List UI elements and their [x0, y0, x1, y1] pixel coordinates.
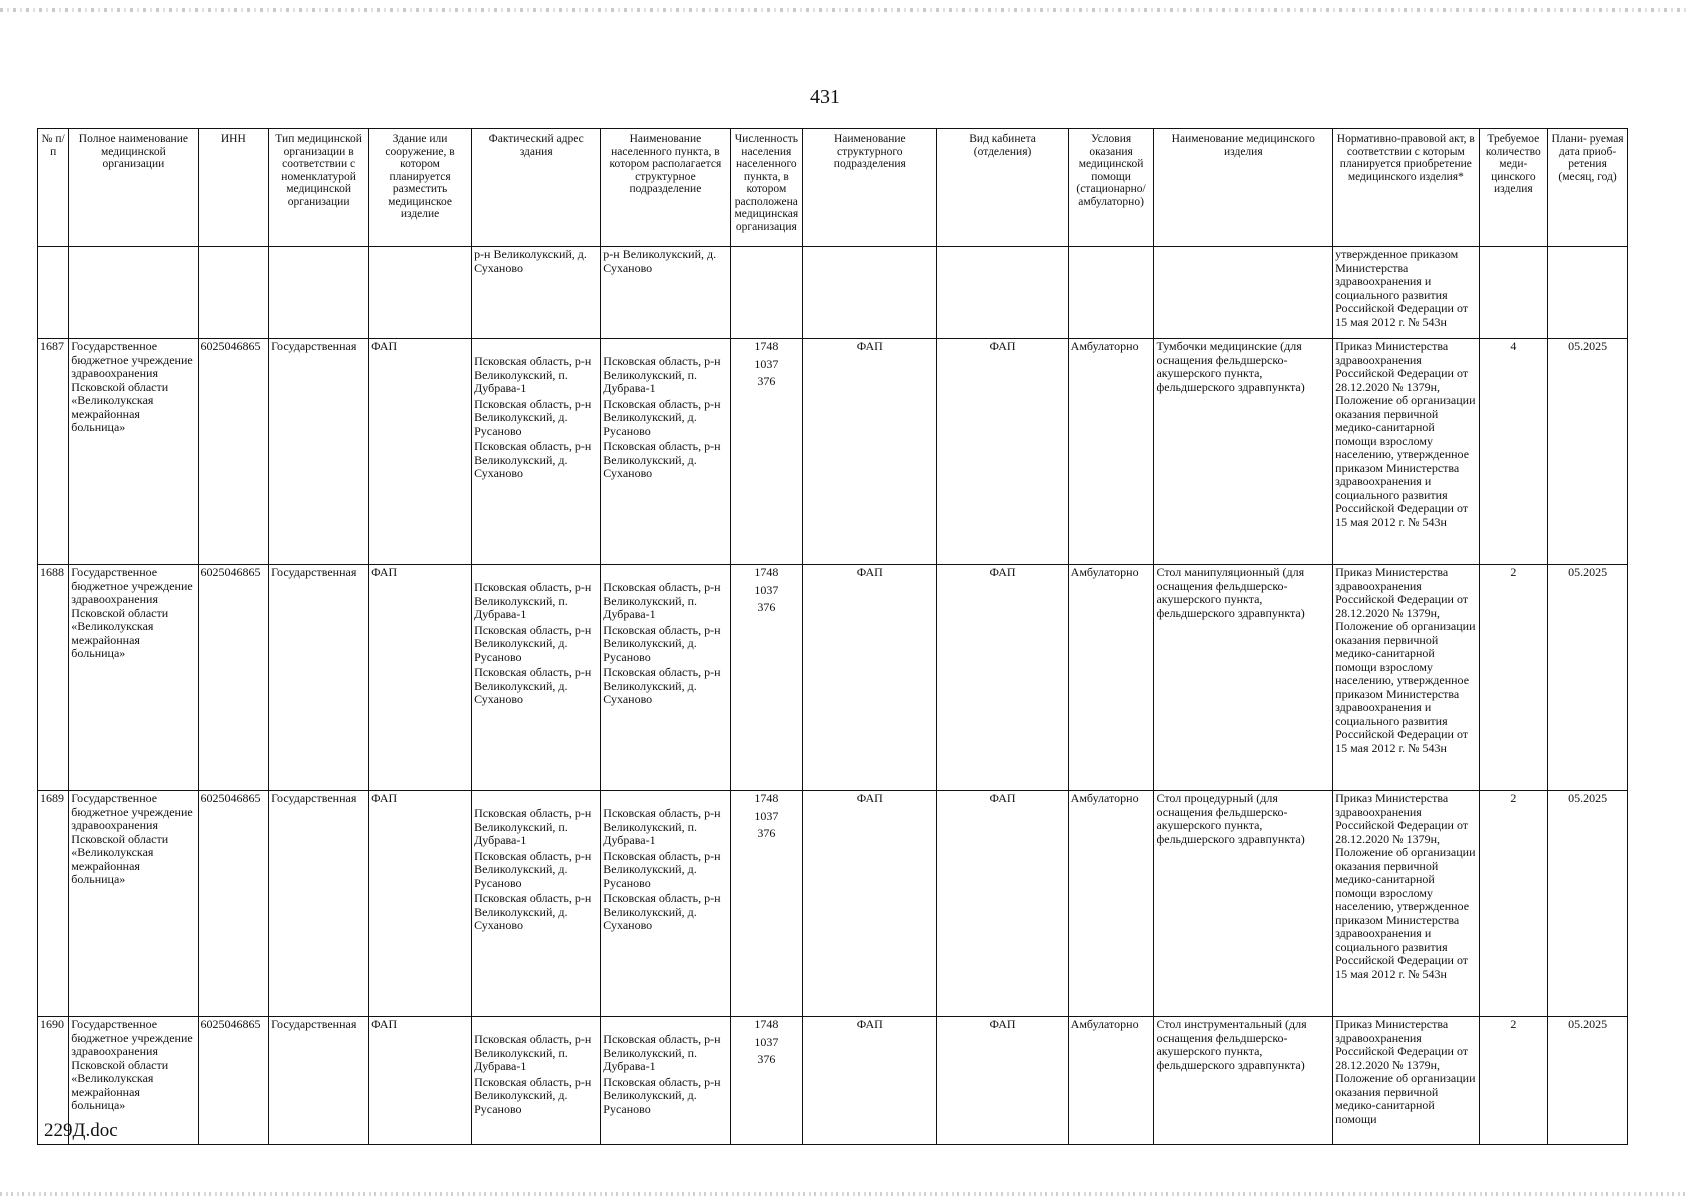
cell-type: Государственная — [269, 339, 369, 565]
cell-address: р-н Великолукский, д. Суханово — [472, 247, 601, 339]
cell-conditions: Амбулаторно — [1068, 791, 1154, 1017]
cell-settlement: Псковская область, р-н Великолукский, п. Дубрава-1 Псковская область, р-н Великолукский, д. Русаново Псковская область, р-н Великолукский, д. Суханово — [601, 339, 730, 565]
cell-act: Приказ Министерства здравоохранения Российской Федерации от 28.12.2020 № 1379н, Положение об организации оказания первичной медико-санитарной помощи взрослому населению, утвержденное приказом Министерства здравоохранения и социального развития Российской Федерации от 15 мая 2012 г. № 543н — [1333, 565, 1479, 791]
scan-edge-top — [0, 8, 1686, 12]
footer-filename: 229Д.doc — [44, 1120, 118, 1141]
cell-date: 05.2025 — [1548, 791, 1628, 1017]
cell-qty: 2 — [1479, 791, 1548, 1017]
header-date: Плани- руемая дата приоб- ретения (месяц, год) — [1548, 129, 1628, 247]
cell-address: Псковская область, р-н Великолукский, п. Дубрава-1 Псковская область, р-н Великолукский, д. Русаново Псковская область, р-н Великолукский, д. Суханово — [472, 791, 601, 1017]
table-row — [38, 339, 1628, 565]
header-building: Здание или сооружение, в котором планируется разместить медицинское изделие — [369, 129, 472, 247]
header-settlement: Наименование населенного пункта, в котором располагается структурное подразделение — [601, 129, 730, 247]
cell-qty: 2 — [1479, 565, 1548, 791]
table-row — [38, 791, 1628, 1017]
table-row-continuation — [38, 247, 1628, 339]
header-act: Нормативно-правовой акт, в соответствии с которым планируется приобретение медицинского изделия* — [1333, 129, 1479, 247]
cell-org: Государственное бюджетное учреждение здравоохранения Псковской области «Великолукская межрайонная больница» — [69, 339, 198, 565]
cell-act: Приказ Министерства здравоохранения Российской Федерации от 28.12.2020 № 1379н, Положение об организации оказания первичной медико-санитарной помощи взрослому населению, утвержденное приказом Министерства здравоохранения и социального развития Российской Федерации от 15 мая 2012 г. № 543н — [1333, 791, 1479, 1017]
cell-act: Приказ Министерства здравоохранения Российской Федерации от 28.12.2020 № 1379н, Положение об организации оказания первичной медико-санитарной помощи взрослому населению, утвержденное приказом Министерства здравоохранения и социального развития Российской Федерации от 15 мая 2012 г. № 543н — [1333, 339, 1479, 565]
header-conditions: Условия оказания медицинской помощи (стационарно/ амбулаторно) — [1068, 129, 1154, 247]
cell-cabinet: ФАП — [937, 1017, 1068, 1145]
cell-address: Псковская область, р-н Великолукский, п. Дубрава-1 Псковская область, р-н Великолукский, д. Русаново Псковская область, р-н Великолукский, д. Суханово — [472, 565, 601, 791]
cell-inn: 6025046865 — [198, 791, 269, 1017]
cell-org: Государственное бюджетное учреждение здравоохранения Псковской области «Великолукская межрайонная больница» — [69, 565, 198, 791]
cell-building: ФАП — [369, 339, 472, 565]
cell-inn: 6025046865 — [198, 1017, 269, 1145]
page-number: 431 — [810, 86, 840, 108]
cell-unit: ФАП — [803, 339, 937, 565]
cell-device: Тумбочки медицинские (для оснащения фельдшерско-акушерского пункта, фельдшерского здравпункта) — [1154, 339, 1333, 565]
header-population: Численность населения населенного пункта, в котором расположена медицинская организация — [730, 129, 803, 247]
cell-settlement: р-н Великолукский, д. Суханово — [601, 247, 730, 339]
cell-num: 1689 — [38, 791, 69, 1017]
table-row — [38, 1017, 1628, 1145]
cell-qty: 2 — [1479, 1017, 1548, 1145]
cell-date: 05.2025 — [1548, 339, 1628, 565]
table-header-row — [38, 129, 1628, 247]
cell-device: Стол процедурный (для оснащения фельдшерско-акушерского пункта, фельдшерского здравпункта) — [1154, 791, 1333, 1017]
header-address: Фактический адрес здания — [472, 129, 601, 247]
cell-org: Государственное бюджетное учреждение здравоохранения Псковской области «Великолукская межрайонная больница» — [69, 1017, 198, 1145]
cell-qty: 4 — [1479, 339, 1548, 565]
cell-act: утвержденное приказом Министерства здравоохранения и социального развития Российской Федерации от 15 мая 2012 г. № 543н — [1333, 247, 1479, 339]
cell-conditions: Амбулаторно — [1068, 339, 1154, 565]
header-device: Наименование медицинского изделия — [1154, 129, 1333, 247]
cell-cabinet: ФАП — [937, 791, 1068, 1017]
header-cabinet: Вид кабинета (отделения) — [937, 129, 1068, 247]
equipment-table — [37, 128, 1628, 1145]
cell-unit: ФАП — [803, 565, 937, 791]
cell-date: 05.2025 — [1548, 1017, 1628, 1145]
header-type: Тип медицинской организации в соответствии с номенклатурой медицинской организации — [269, 129, 369, 247]
cell-unit: ФАП — [803, 791, 937, 1017]
cell-num: 1687 — [38, 339, 69, 565]
cell-population: 1748 1037 376 — [730, 565, 803, 791]
cell-cabinet: ФАП — [937, 565, 1068, 791]
cell-device: Стол инструментальный (для оснащения фельдшерско-акушерского пункта, фельдшерского здравпункта) — [1154, 1017, 1333, 1145]
cell-population: 1748 1037 376 — [730, 791, 803, 1017]
header-inn: ИНН — [198, 129, 269, 247]
cell-building: ФАП — [369, 1017, 472, 1145]
cell-building: ФАП — [369, 791, 472, 1017]
cell-population: 1748 1037 376 — [730, 1017, 803, 1145]
cell-act: Приказ Министерства здравоохранения Российской Федерации от 28.12.2020 № 1379н, Положение об организации оказания первичной медико-санитарной помощи — [1333, 1017, 1479, 1145]
cell-population: 1748 1037 376 — [730, 339, 803, 565]
table-row — [38, 565, 1628, 791]
cell-unit: ФАП — [803, 1017, 937, 1145]
header-unit: Наименование структурного подразделения — [803, 129, 937, 247]
cell-org: Государственное бюджетное учреждение здравоохранения Псковской области «Великолукская межрайонная больница» — [69, 791, 198, 1017]
cell-num: 1690 — [38, 1017, 69, 1145]
cell-inn: 6025046865 — [198, 339, 269, 565]
cell-building: ФАП — [369, 565, 472, 791]
cell-num: 1688 — [38, 565, 69, 791]
scan-edge-bottom — [0, 1192, 1686, 1196]
header-org: Полное наименование медицинской организации — [69, 129, 198, 247]
cell-type: Государственная — [269, 791, 369, 1017]
cell-conditions: Амбулаторно — [1068, 1017, 1154, 1145]
cell-cabinet: ФАП — [937, 339, 1068, 565]
cell-type: Государственная — [269, 565, 369, 791]
cell-device: Стол манипуляционный (для оснащения фельдшерско-акушерского пункта, фельдшерского здравпункта) — [1154, 565, 1333, 791]
cell-settlement: Псковская область, р-н Великолукский, п. Дубрава-1 Псковская область, р-н Великолукский, д. Русаново Псковская область, р-н Великолукский, д. Суханово — [601, 565, 730, 791]
header-qty: Требуемое количество меди- цинского изделия — [1479, 129, 1548, 247]
cell-address: Псковская область, р-н Великолукский, п. Дубрава-1 Псковская область, р-н Великолукский, д. Русаново — [472, 1017, 601, 1145]
cell-date: 05.2025 — [1548, 565, 1628, 791]
header-num: № п/п — [38, 129, 69, 247]
cell-type: Государственная — [269, 1017, 369, 1145]
cell-conditions: Амбулаторно — [1068, 565, 1154, 791]
cell-settlement: Псковская область, р-н Великолукский, п. Дубрава-1 Псковская область, р-н Великолукский, д. Русаново Псковская область, р-н Великолукский, д. Суханово — [601, 791, 730, 1017]
cell-address: Псковская область, р-н Великолукский, п. Дубрава-1 Псковская область, р-н Великолукский, д. Русаново Псковская область, р-н Великолукский, д. Суханово — [472, 339, 601, 565]
cell-settlement: Псковская область, р-н Великолукский, п. Дубрава-1 Псковская область, р-н Великолукский, д. Русаново — [601, 1017, 730, 1145]
cell-inn: 6025046865 — [198, 565, 269, 791]
